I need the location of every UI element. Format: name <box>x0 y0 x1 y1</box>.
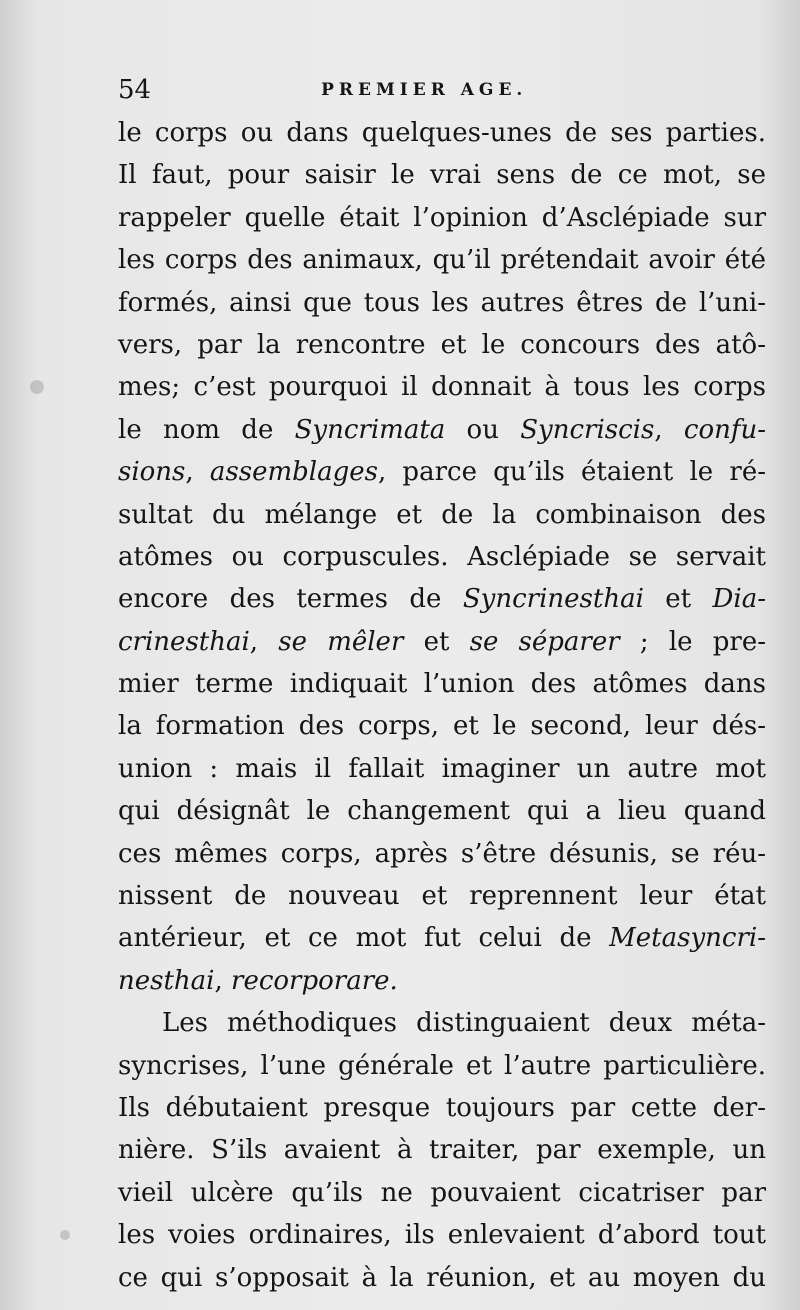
text-line <box>118 875 766 917</box>
text-segment: qui désignât le changement qui a lieu quand <box>118 796 766 827</box>
italic-text: Metasyncri- <box>609 923 766 954</box>
running-head: PREMIER AGE. <box>321 80 528 100</box>
body-text <box>118 112 766 1299</box>
text-segment: , <box>249 626 279 657</box>
text-segment: atômes ou corpuscules. Asclépiade se servait <box>118 541 766 572</box>
text-line <box>118 366 766 408</box>
italic-text: Syncrimata <box>294 414 446 445</box>
text-line <box>118 790 766 832</box>
text-segment: antérieur, et ce mot fut celui de <box>118 923 610 954</box>
page-header <box>118 72 578 108</box>
paper-spot <box>60 1230 70 1240</box>
text-line <box>118 578 766 620</box>
italic-text: assemblages <box>209 457 378 488</box>
text-segment: les voies ordinaires, ils enlevaient d’abord tout <box>118 1220 766 1251</box>
text-line <box>118 960 766 1002</box>
text-segment: encore des termes de <box>118 584 463 615</box>
text-line <box>118 324 766 366</box>
text-segment: et <box>643 584 713 615</box>
text-line <box>118 621 766 663</box>
text-line <box>118 197 766 239</box>
italic-text: se séparer <box>469 626 620 657</box>
text-line <box>118 451 766 493</box>
text-segment: sultat du mélange et de la combinaison des <box>118 499 766 530</box>
text-segment: le corps ou dans quelques-unes de ses parties. <box>118 118 766 148</box>
text-line <box>118 748 766 790</box>
text-segment: Les méthodiques distinguaient deux méta- <box>162 1008 766 1039</box>
text-segment: vieil ulcère qu’ils ne pouvaient cicatriser par <box>118 1177 766 1208</box>
text-line <box>118 1172 766 1214</box>
text-segment: ces mêmes corps, après s’être désunis, se réu- <box>118 838 766 869</box>
text-segment: les corps des animaux, qu’il prétendait avoir été <box>118 245 766 276</box>
italic-text: nesthai <box>118 965 215 996</box>
text-segment: , <box>214 965 232 996</box>
italic-text: confu- <box>683 414 767 445</box>
text-line <box>118 1257 766 1299</box>
text-segment: rappeler quelle était l’opinion d’Asclépiade sur <box>118 202 766 233</box>
page-number: 54 <box>118 75 152 105</box>
text-segment: et <box>403 626 470 657</box>
text-line <box>118 239 766 281</box>
italic-text: Dia- <box>712 584 766 615</box>
text-line <box>118 282 766 324</box>
italic-text: Syncriscis <box>520 414 655 445</box>
text-line <box>118 833 766 875</box>
italic-text: se mêler <box>278 626 404 657</box>
text-line <box>118 1045 766 1087</box>
text-segment: vers, par la rencontre et le concours des atô- <box>118 329 766 360</box>
text-line <box>118 1002 766 1044</box>
italic-text: recorporare. <box>231 965 398 996</box>
text-segment: , <box>654 414 684 445</box>
italic-text: crinesthai <box>118 626 250 657</box>
text-segment: nissent de nouveau et reprennent leur état <box>118 881 766 912</box>
text-line <box>118 536 766 578</box>
text-line <box>118 1214 766 1256</box>
italic-text: Syncrinesthai <box>462 584 644 615</box>
text-line <box>118 154 766 196</box>
text-segment: syncrises, l’une générale et l’autre particulière. <box>118 1050 766 1081</box>
text-line <box>118 705 766 747</box>
text-line <box>118 663 766 705</box>
text-segment: ; le pre- <box>619 626 766 657</box>
text-segment: union : mais il fallait imaginer un autre mot <box>118 753 766 784</box>
text-segment: , parce qu’ils étaient le ré- <box>377 457 766 488</box>
text-segment: mes; c’est pourquoi il donnait à tous les corps <box>118 372 766 403</box>
text-segment: le nom de <box>118 414 295 445</box>
text-segment: ou <box>445 414 521 445</box>
text-segment: , <box>185 457 210 488</box>
text-segment: mier terme indiquait l’union des atômes dans <box>118 669 766 700</box>
text-segment: Il faut, pour saisir le vrai sens de ce mot, se <box>118 160 766 191</box>
italic-text: sions <box>118 457 186 488</box>
text-line <box>118 1129 766 1171</box>
text-segment: formés, ainsi que tous les autres êtres de l’uni- <box>118 287 766 318</box>
text-segment: ce qui s’opposait à la réunion, et au moyen du <box>118 1262 766 1293</box>
text-segment: la formation des corps, et le second, leur dés- <box>118 711 766 742</box>
text-line <box>118 1087 766 1129</box>
text-segment: Ils débutaient presque toujours par cette der- <box>118 1092 766 1123</box>
text-line <box>118 494 766 536</box>
text-line <box>118 409 766 451</box>
paper-spot <box>30 380 44 394</box>
text-line <box>118 917 766 959</box>
text-line <box>118 112 766 154</box>
text-segment: nière. S’ils avaient à traiter, par exemple, un <box>118 1135 766 1166</box>
